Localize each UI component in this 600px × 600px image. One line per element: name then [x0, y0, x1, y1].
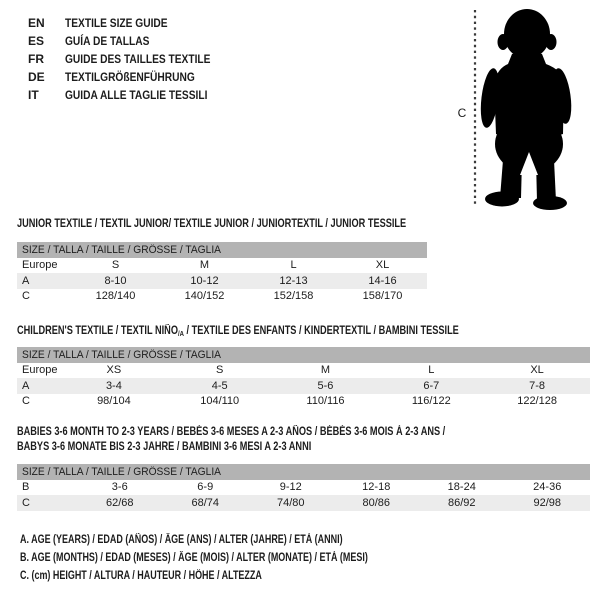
- height-measure-label: C: [457, 106, 467, 120]
- table-row-europe: [17, 258, 427, 274]
- children-size-table: [17, 347, 590, 409]
- table-cell: 3-6: [111, 481, 128, 494]
- table-cell: M: [199, 259, 210, 272]
- babies-table-title: BABIES 3-6 MONTH TO 2-3 YEARS / BEBÉS 3-6 MESES A 2-3 AÑOS / BÉBÉS 3-6 MOIS À 2-3 ANS / BABYS 3-6 MONATE BIS 2-3 JAHRE / BAMBINI 3-6 MESI A 2-3 ANNI: [17, 426, 446, 453]
- junior-size-table: [17, 242, 427, 304]
- left-foot: [485, 192, 519, 207]
- size-header-label: SIZE / TALLA / TAILLE / GRÖSSE / TAGLIA: [22, 465, 222, 478]
- language-list: [28, 14, 236, 104]
- table-cell: 116/122: [411, 395, 451, 408]
- table-cell: 122/128: [517, 395, 557, 408]
- row-label: C: [22, 395, 30, 408]
- language-row-en: [28, 14, 236, 32]
- right-leg: [536, 160, 556, 201]
- title-subscript: /A: [177, 329, 184, 338]
- language-label: TEXTILGRÖßENFÜHRUNG: [65, 70, 195, 84]
- table-cell: 128/140: [95, 290, 136, 303]
- table-row-age-months: [17, 480, 590, 496]
- table-cell: 24-36: [533, 481, 562, 494]
- table-cell: 158/170: [362, 290, 403, 303]
- footnote-a: A. AGE (YEARS) / EDAD (AÑOS) / ÂGE (ANS) / ALTER (JAHRE) / ETÀ (ANNI): [20, 534, 343, 546]
- table-cell: XS: [106, 364, 122, 377]
- language-row-it: [28, 86, 236, 104]
- language-row-fr: [28, 50, 236, 68]
- language-row-de: [28, 68, 236, 86]
- head: [504, 9, 550, 59]
- table-cell: L: [428, 364, 435, 377]
- size-header-row: [17, 242, 427, 258]
- table-cell: 10-12: [190, 274, 219, 287]
- language-code: FR: [28, 52, 44, 66]
- size-header-label: SIZE / TALLA / TAILLE / GRÖSSE / TAGLIA: [22, 243, 222, 256]
- size-header-row: [17, 347, 590, 363]
- left-ear: [498, 34, 509, 50]
- language-code: EN: [28, 16, 45, 30]
- footnote-b: B. AGE (MONTHS) / EDAD (MESES) / ÂGE (MOIS) / ALTER (MONATE) / ETÀ (MESI): [20, 552, 368, 564]
- table-cell: 12-13: [279, 274, 308, 287]
- table-row-height: [17, 495, 590, 511]
- table-cell: 92/98: [533, 496, 562, 509]
- language-label: GUIDE DES TAILLES TEXTILE: [65, 52, 211, 66]
- size-header-row: [17, 464, 590, 480]
- table-row-age: [17, 378, 590, 394]
- row-label: A: [22, 379, 30, 392]
- table-cell: 80/86: [362, 496, 391, 509]
- language-row-es: [28, 32, 236, 50]
- footnotes: [20, 531, 466, 585]
- table-cell: 86/92: [447, 496, 476, 509]
- language-code: DE: [28, 70, 45, 84]
- row-label: C: [22, 290, 30, 303]
- row-label: Europe: [22, 364, 58, 377]
- table-cell: 5-6: [317, 379, 334, 392]
- table-row-age: [17, 273, 427, 289]
- junior-table-title: JUNIOR TEXTILE / TEXTIL JUNIOR/ TEXTILE JUNIOR / JUNIORTEXTIL / JUNIOR TESSILE: [17, 218, 407, 230]
- row-label: B: [22, 481, 30, 494]
- table-cell: S: [216, 364, 224, 377]
- table-cell: 3-4: [105, 379, 122, 392]
- language-code: ES: [28, 34, 45, 48]
- row-label: Europe: [22, 259, 58, 272]
- table-cell: 74/80: [276, 496, 305, 509]
- size-header-label: SIZE / TALLA / TAILLE / GRÖSSE / TAGLIA: [22, 348, 222, 361]
- table-row-europe: [17, 363, 590, 379]
- table-cell: 68/74: [191, 496, 220, 509]
- table-cell: 8-10: [104, 274, 127, 287]
- language-label: GUÍA DE TALLAS: [65, 34, 150, 48]
- table-cell: 98/104: [97, 395, 131, 408]
- table-cell: 110/116: [306, 395, 345, 408]
- table-cell: 140/152: [184, 290, 225, 303]
- table-cell: 6-7: [423, 379, 440, 392]
- children-table-title: CHILDREN'S TEXTILE / TEXTIL $NIÑO_{/A}$ / TEXTILE DES ENFANTS / KINDERTEXTIL / BAMBINI TESSILE: [17, 325, 459, 338]
- table-cell: XL: [375, 259, 390, 272]
- table-cell: 12-18: [362, 481, 391, 494]
- row-label: A: [22, 274, 30, 287]
- table-cell: L: [290, 259, 297, 272]
- table-row-height: [17, 394, 590, 410]
- table-cell: S: [111, 259, 120, 272]
- table-cell: 18-24: [447, 481, 476, 494]
- table-cell: 62/68: [105, 496, 134, 509]
- language-label: GUIDA ALLE TAGLIE TESSILI: [65, 88, 208, 102]
- table-cell: 104/110: [200, 395, 240, 408]
- footnote-c: C. (cm) HEIGHT / ALTURA / HAUTEUR / HÖHE / ALTEZZA: [20, 570, 262, 582]
- toddler-silhouette-figure: [450, 2, 598, 210]
- right-ear: [546, 34, 557, 50]
- table-cell: M: [320, 364, 331, 377]
- table-cell: 7-8: [529, 379, 546, 392]
- language-code: IT: [28, 88, 39, 102]
- table-cell: 4-5: [211, 379, 228, 392]
- table-row-height: [17, 289, 427, 305]
- table-cell: 14-16: [368, 274, 397, 287]
- table-cell: XL: [530, 364, 544, 377]
- table-cell: 9-12: [279, 481, 302, 494]
- babies-size-table: [17, 464, 590, 511]
- table-cell: 152/158: [273, 290, 314, 303]
- right-foot: [533, 196, 567, 210]
- row-label: C: [22, 496, 30, 509]
- language-label: TEXTILE SIZE GUIDE: [65, 16, 168, 30]
- table-cell: 6-9: [197, 481, 214, 494]
